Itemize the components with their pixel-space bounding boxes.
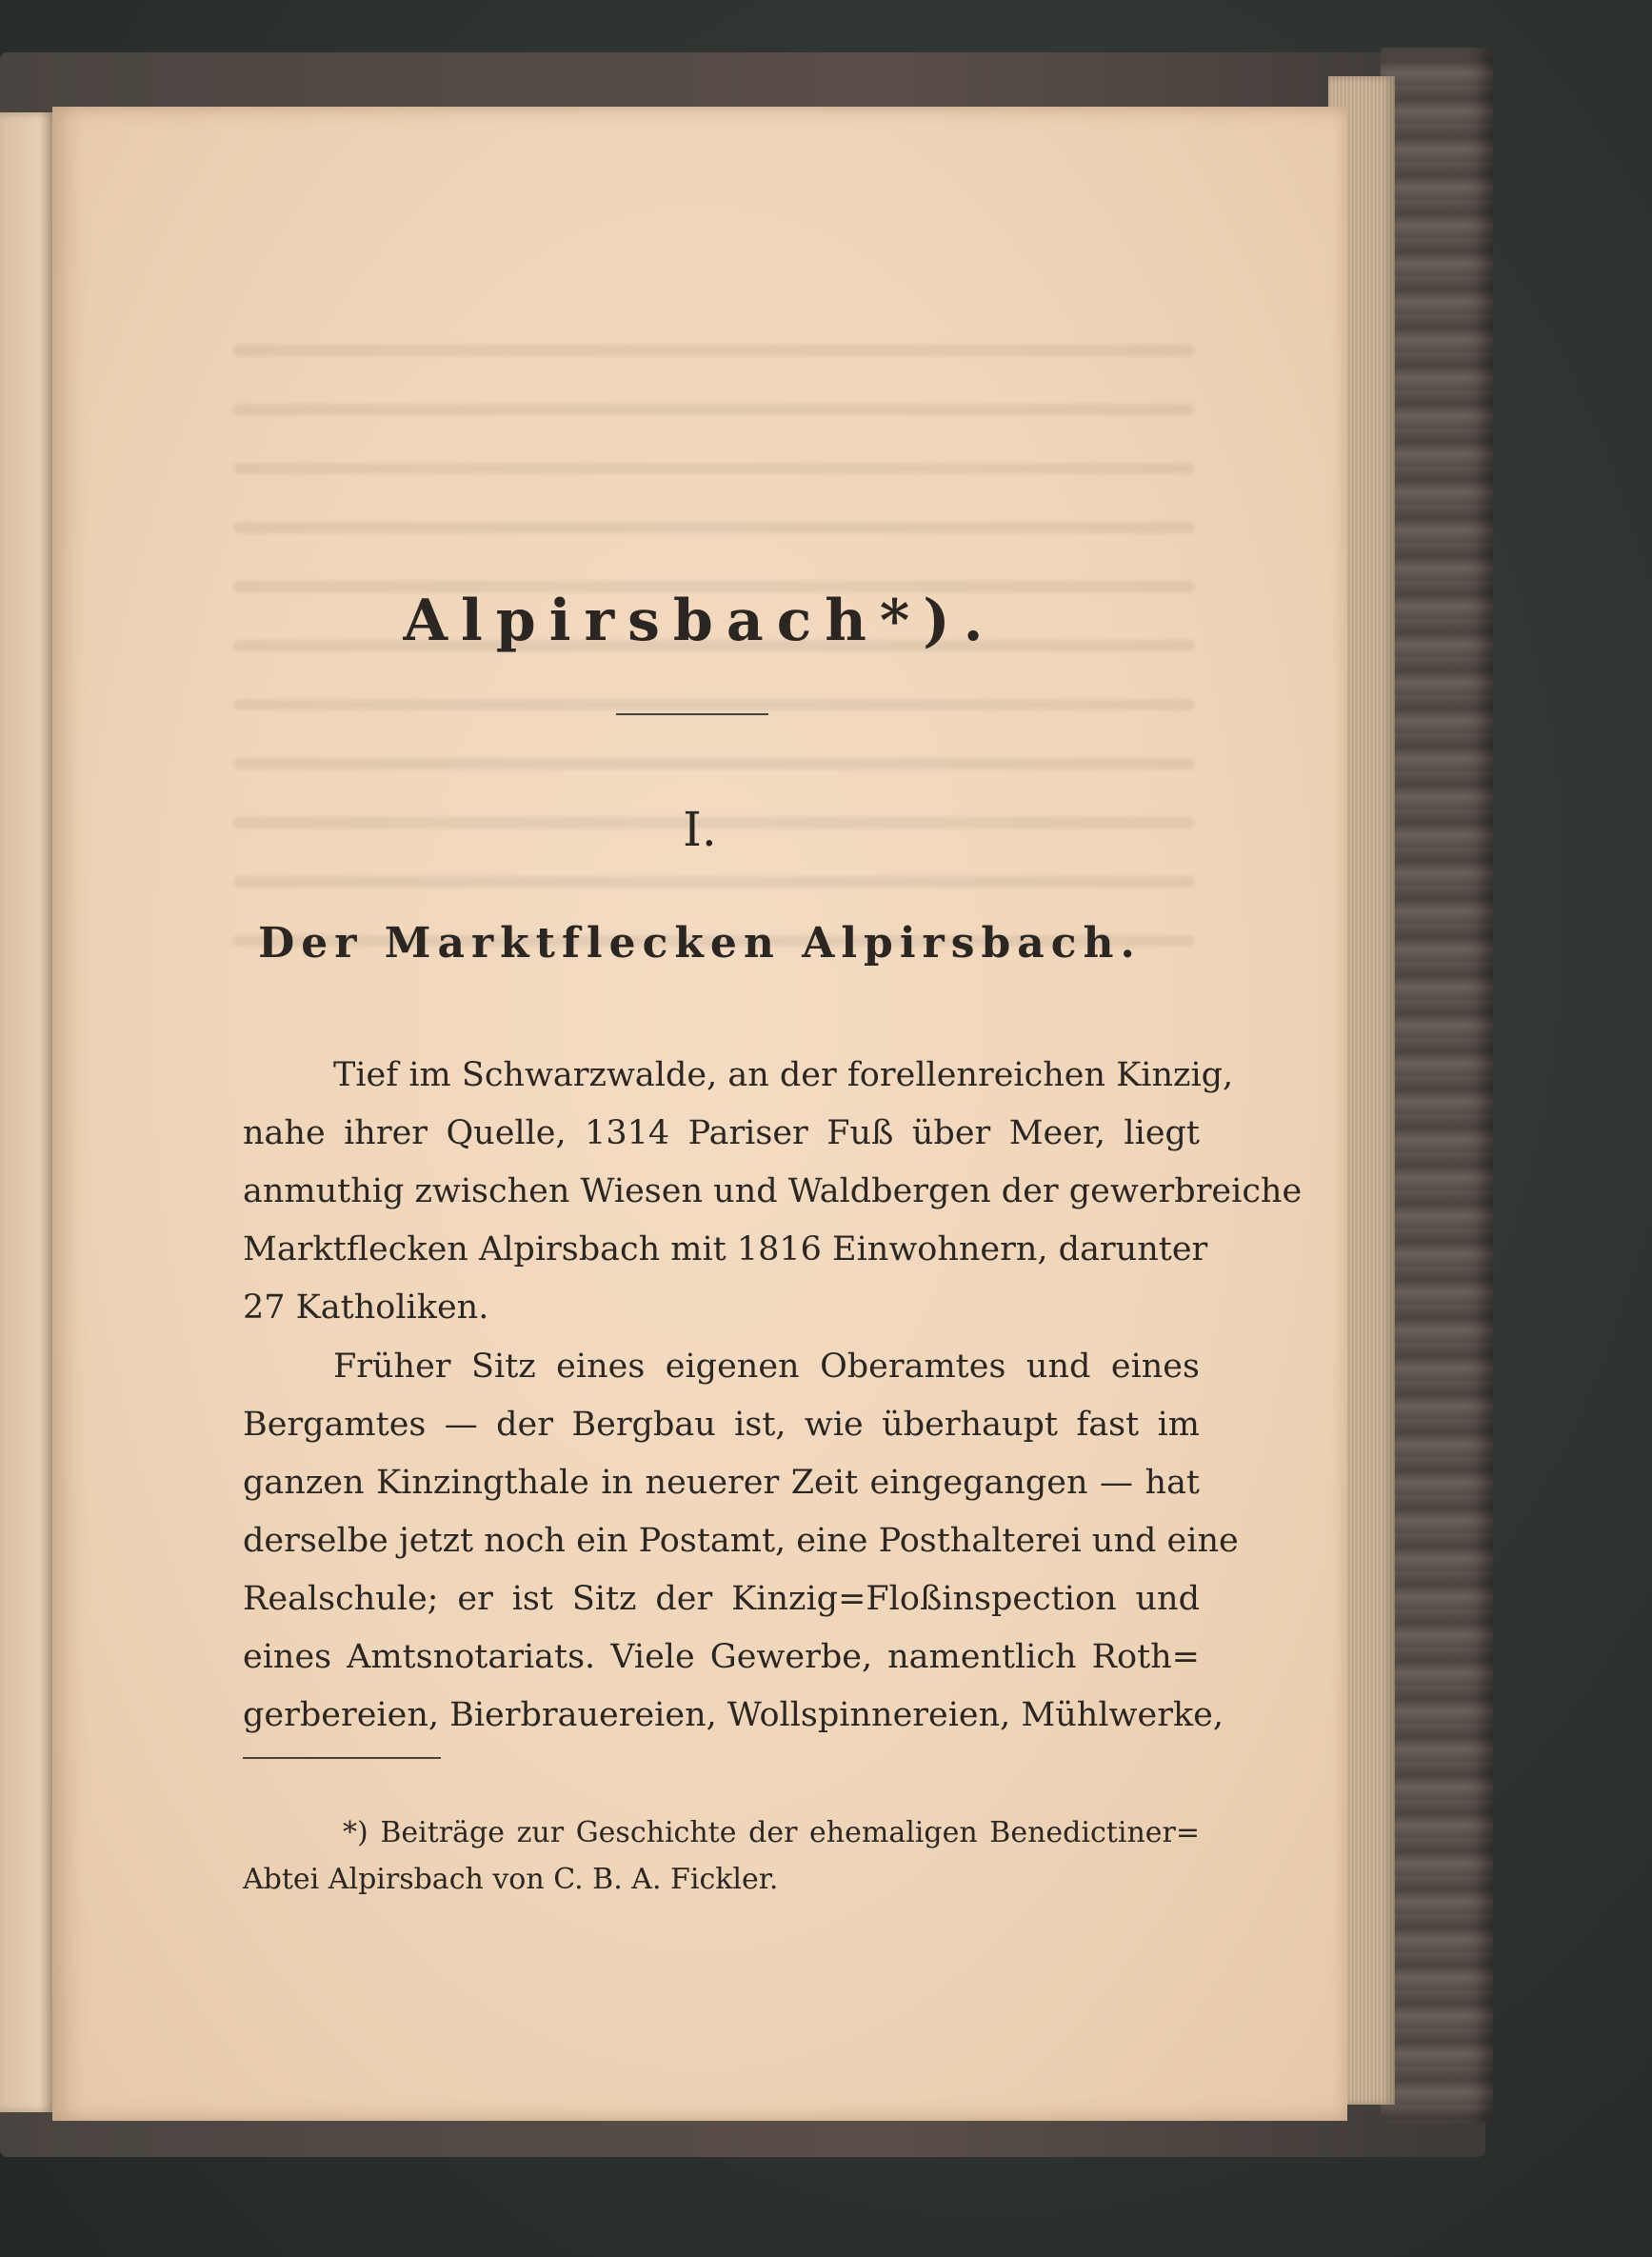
paragraph-1-line: anmuthig zwischen Wiesen und Waldbergen der gewerbreiche (243, 1172, 1303, 1210)
footnote-line: Abtei Alpirsbach von C. B. A. Fickler. (243, 1863, 779, 1896)
paragraph-2-line: Realschule; er ist Sitz der Kinzig=Floßinspection und (243, 1580, 1200, 1618)
footnote-line: *) Beiträge zur Geschichte der ehemaligen Benedictiner= (343, 1816, 1200, 1849)
paragraph-2-line: gerbereien, Bierbrauereien, Wollspinnereien, Mühlwerke, (243, 1696, 1224, 1734)
paragraph-2-line: Früher Sitz eines eigenen Oberamtes und eines (333, 1348, 1200, 1386)
paragraph-2-line: eines Amtsnotariats. Viele Gewerbe, namentlich Roth= (243, 1638, 1200, 1676)
page-title: Alpirsbach*). (403, 588, 997, 654)
paragraph-2-line: derselbe jetzt noch ein Postamt, eine Posthalterei und eine (243, 1522, 1239, 1560)
paragraph-1-line: nahe ihrer Quelle, 1314 Pariser Fuß über Meer, liegt (243, 1114, 1200, 1152)
book-spine (1381, 48, 1493, 2124)
paragraph-2-line: ganzen Kinzingthale in neuerer Zeit eingegangen — hat (243, 1464, 1200, 1502)
paragraph-1-line: Tief im Schwarzwalde, an der forellenreichen Kinzig, (333, 1056, 1234, 1094)
left-page-edge (0, 112, 55, 2112)
body-text (243, 107, 1303, 2121)
paragraph-1-line: Marktflecken Alpirsbach mit 1816 Einwohnern, darunter (243, 1230, 1208, 1268)
paragraph-2-line: Bergamtes — der Bergbau ist, wie überhaupt fast im (243, 1406, 1200, 1444)
footnote-rule (243, 1757, 441, 1759)
book-page (52, 107, 1347, 2121)
paragraph-1-line: 27 Katholiken. (243, 1288, 489, 1327)
section-numeral: I. (683, 802, 717, 857)
section-heading: Der Marktflecken Alpirsbach. (258, 919, 1142, 968)
